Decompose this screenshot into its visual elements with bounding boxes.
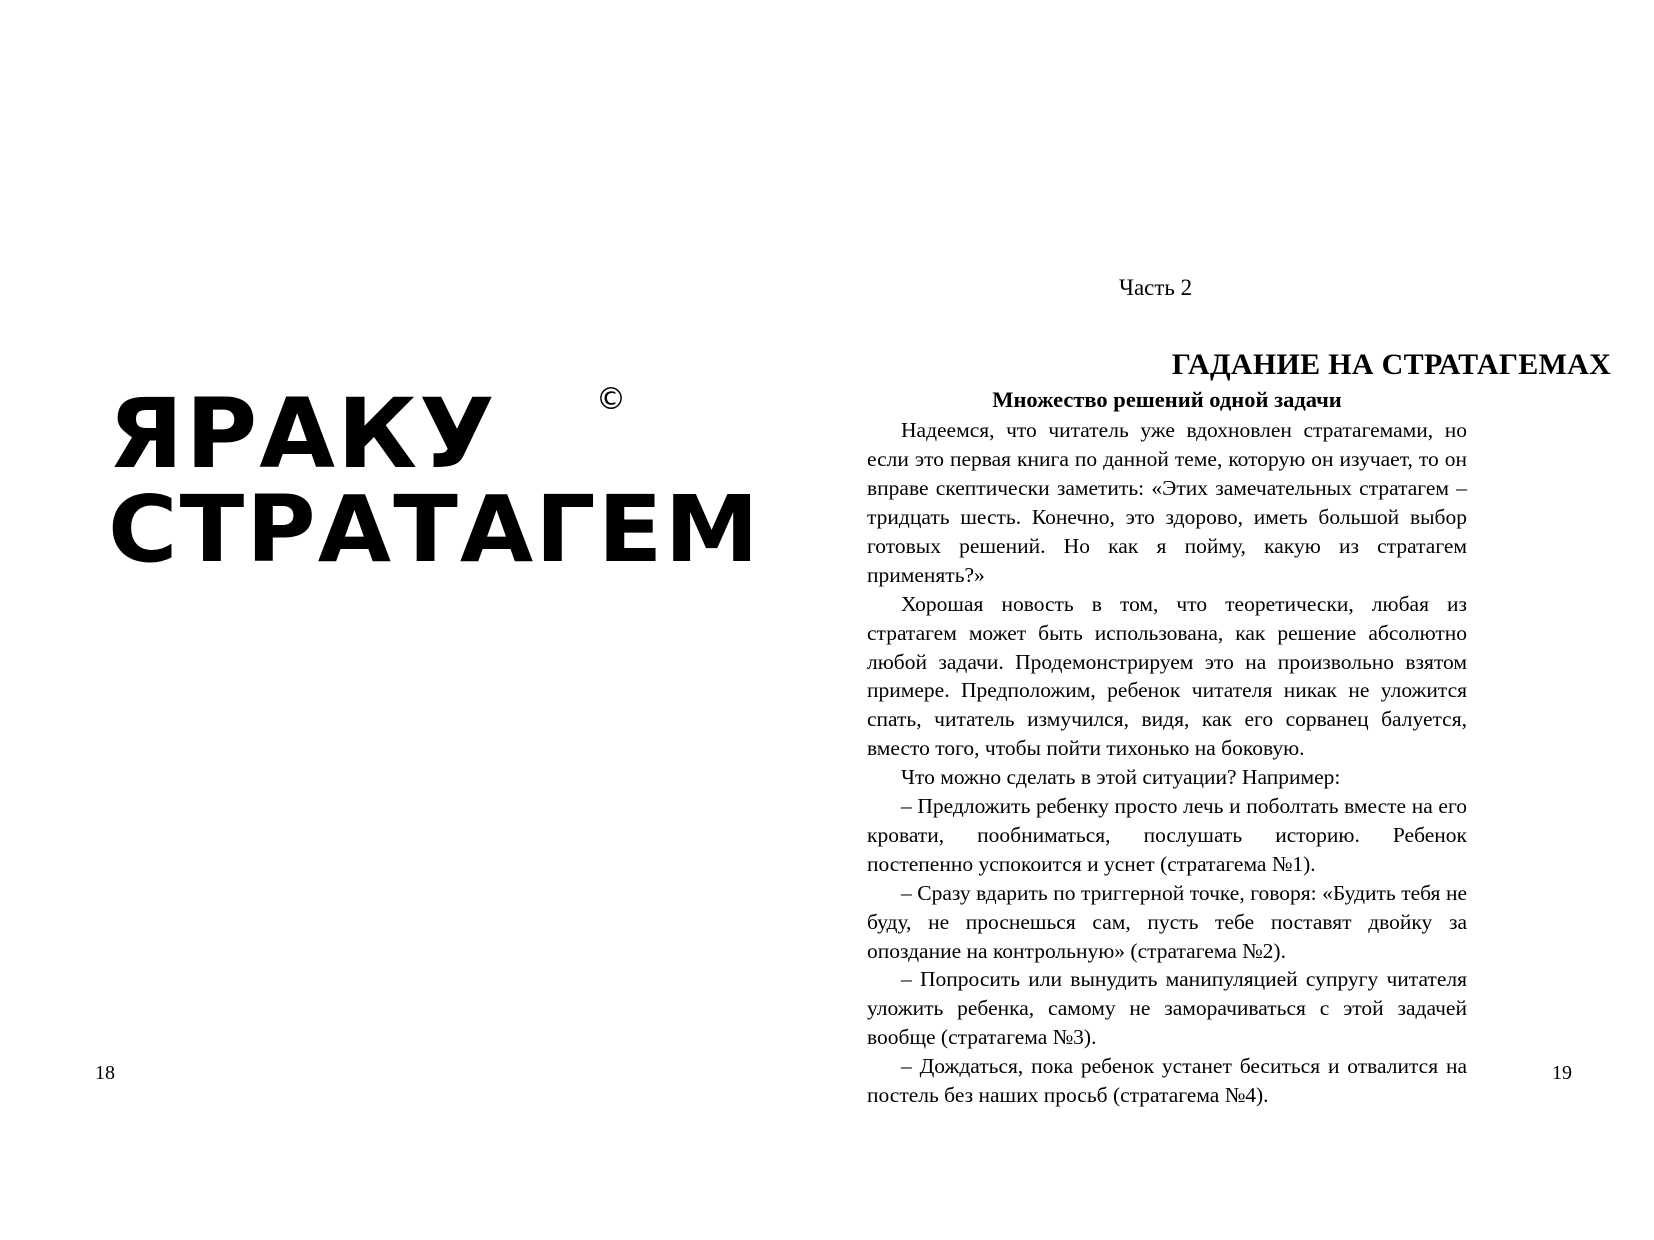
paragraph: Хорошая новость в том, что теоретически, любая из стратагем может быть использована, как решение абсолютно любой задачи. Продемонстрируем это на произвольно взятом примере. Предположим, ребенок читателя никак не уложится спать, читатель измучился, видя, как его сорванец балуется, вместо того, чтобы пойти тихонько на боковую. bbox=[867, 591, 1467, 761]
section-subheading: Множество решений одной задачи bbox=[992, 387, 1342, 412]
chapter-title: ГАДАНИЕ НА СТРАТАГЕМАХ bbox=[1171, 348, 1612, 382]
paragraph: – Сразу вдарить по триггерной точке, говоря: «Будить тебя не буду, не проснешься сам, пусть тебе поставят двойку за опоздание на контрольную» (стратагема №2). bbox=[867, 880, 1467, 963]
page-number-right: 19 bbox=[1552, 1062, 1572, 1084]
part-label: Часть 2 bbox=[1119, 275, 1193, 300]
paragraph: – Дождаться, пока ребенок устанет беситься и отвалится на постель без наших просьб (стратагема №4). bbox=[867, 1054, 1467, 1108]
logo-line-secondary: СТРАТАГЕМ bbox=[108, 476, 761, 584]
logo-line-primary: ЯРАКУ bbox=[108, 378, 497, 490]
page-number-left: 18 bbox=[95, 1062, 115, 1084]
paragraph: Надеемся, что читатель уже вдохновлен стратагемами, но если это первая книга по данной теме, которую он изучает, то он вправе скептически заметить: «Этих замечательных стратагем – тридцать шесть. Конечно, это здорово, иметь большой выбор готовых решений. Но как я пойму, какую из стратагем применять?» bbox=[867, 418, 1467, 587]
copyright-icon: © bbox=[596, 382, 626, 417]
paragraph: – Предложить ребенку просто лечь и поболтать вместе на его кровати, пообниматься, послушать историю. Ребенок постепенно успокоится и уснет (стратагема №1). bbox=[867, 794, 1467, 876]
paragraph: Что можно сделать в этой ситуации? Например: bbox=[901, 765, 1341, 790]
paragraph: – Попросить или вынудить манипуляцией супругу читателя уложить ребенка, самому не заморачиваться с этой задачей вообще (стратагема №3). bbox=[867, 967, 1467, 1050]
body-column bbox=[867, 385, 1467, 1110]
right-page bbox=[827, 0, 1654, 1240]
brand-logo bbox=[108, 378, 761, 584]
